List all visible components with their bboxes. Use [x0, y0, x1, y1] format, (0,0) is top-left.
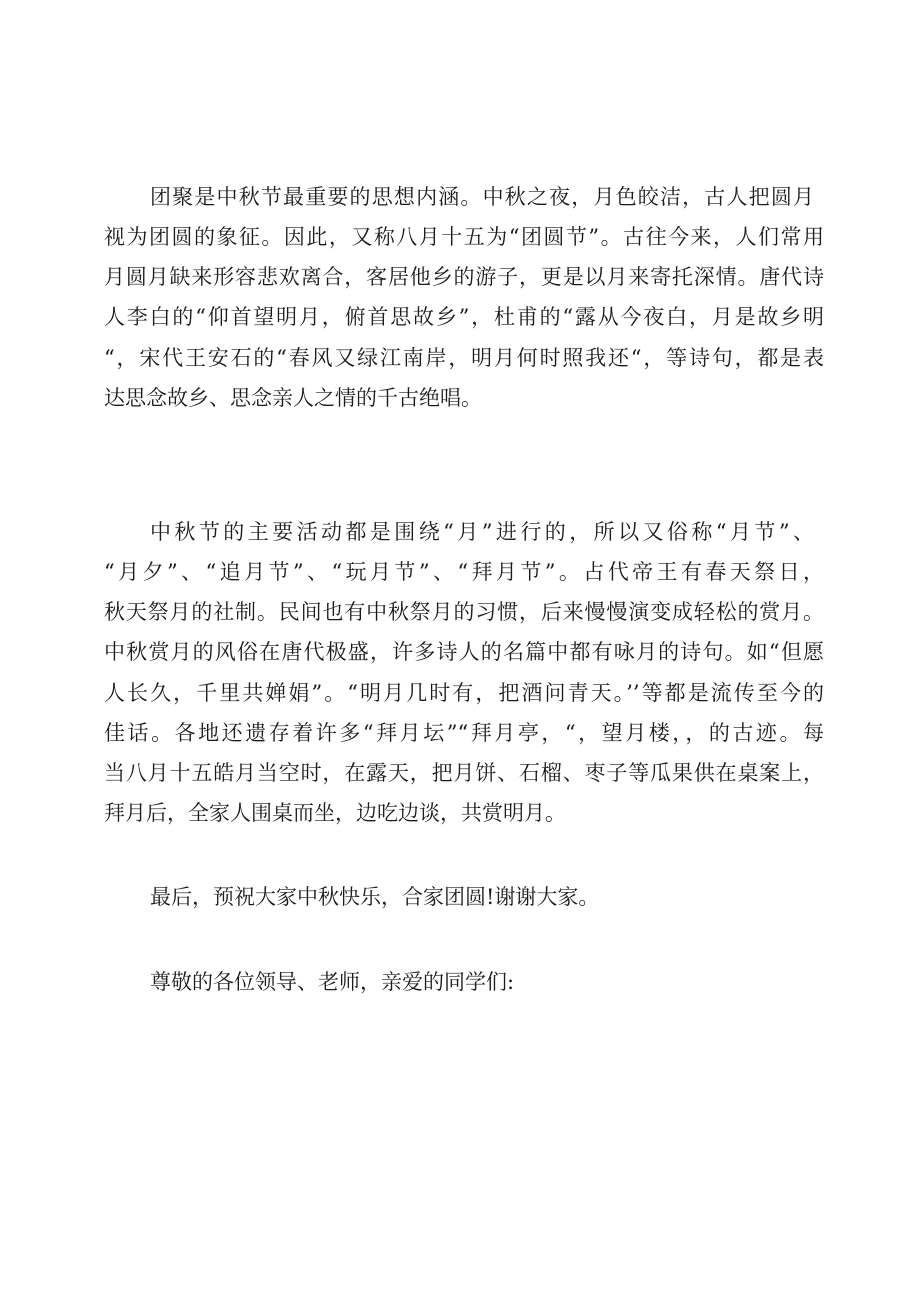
text-line: 秋天祭月的社制。民间也有中秋祭月的习惯，后来慢慢演变成轻松的赏月。 [104, 600, 824, 624]
text-line: “月夕”、“追月节”、“玩月节”、“拜月节”。占代帝王有春天祭日， [104, 560, 824, 584]
text-line: 达思念故乡、思念亲人之情的千古绝唱。 [104, 386, 482, 410]
text-line: 尊敬的各位领导、老师，亲爱的同学们: [150, 970, 515, 994]
text-line: 月圆月缺来形容悲欢离合，客居他乡的游子，更是以月来寄托深情。唐代诗 [104, 265, 824, 289]
text-line: 人长久，千里共婵娟”。“明月几时有，把酒问青天。’’等都是流传至今的 [104, 681, 824, 705]
text-line: 中秋赏月的风俗在唐代极盛，许多诗人的名篇中都有咏月的诗句。如“但愿 [104, 640, 824, 664]
text-line: 最后，预祝大家中秋快乐，合家团圆!谢谢大家。 [150, 885, 600, 909]
text-line: 视为团圆的象征。因此，又称八月十五为“团圆节”。古往今来，人们常用 [104, 225, 824, 249]
text-line: 拜月后，全家人围桌而坐，边吃边谈，共赏明月。 [104, 801, 566, 825]
text-line: 人李白的“仰首望明月，俯首思故乡”，杜甫的“露从今夜白，月是故乡明 [104, 305, 824, 329]
text-line: 当八月十五皓月当空时，在露天，把月饼、石榴、枣子等瓜果供在桌案上， [104, 761, 824, 785]
text-line: “，宋代王安石的“春风又绿江南岸，明月何时照我还“，等诗句，都是表 [104, 346, 824, 370]
text-line: 佳话。各地还遗存着许多“拜月坛”“拜月亭，“，望月楼，，的古迹。每 [104, 721, 824, 745]
text-line: 团聚是中秋节最重要的思想内涵。中秋之夜，月色皎洁，古人把圆月 [150, 185, 814, 209]
text-line: 中秋节的主要活动都是围绕“月”进行的，所以又俗称“月节”、 [150, 520, 814, 544]
